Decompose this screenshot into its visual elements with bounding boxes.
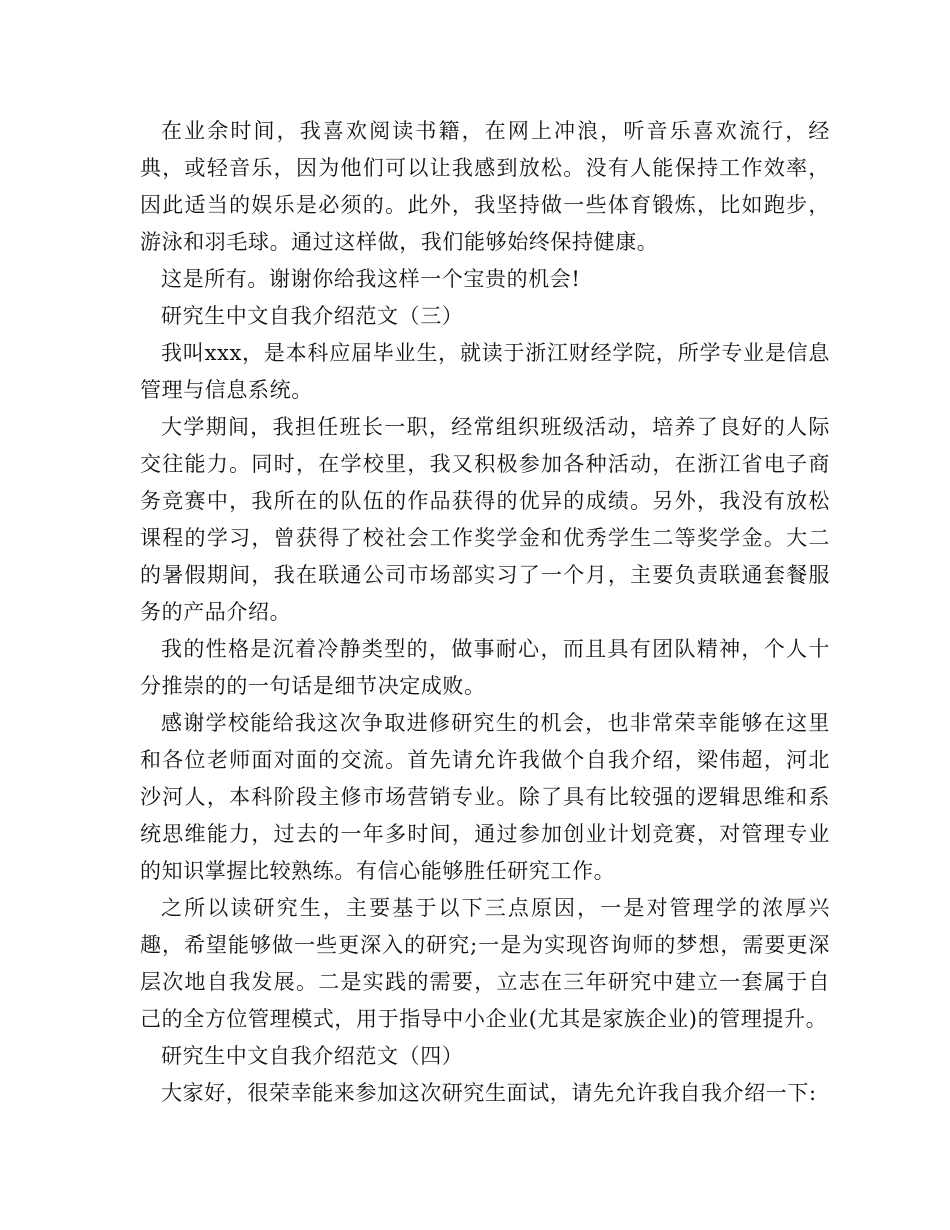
section-heading-3: 研究生中文自我介绍范文（三） [161, 304, 464, 328]
paragraph-greeting: 大家好，很荣幸能来参加这次研究生面试，请先允许我自我介绍一下: [161, 1081, 817, 1105]
paragraph-thanks: 这是所有。谢谢你给我这样一个宝贵的机会! [161, 267, 581, 291]
document-body [140, 113, 830, 1112]
paragraph-university-experience: 大学期间，我担任班长一职，经常组织班级活动，培养了良好的人际交往能力。同时，在学校里，我又积极参加各种活动，在浙江省电子商务竞赛中，我所在的队伍的作品获得的优异的成绩。另外，我没有放松课程的学习，曾获得了校社会工作奖学金和优秀学生二等奖学金。大二的暑假期间，我在联通公司市场部实习了一个月，主要负责联通套餐服务的产品介绍。 [140, 415, 830, 624]
section-heading-4: 研究生中文自我介绍范文（四） [161, 1044, 464, 1068]
paragraph-name-school: 我叫xxx，是本科应届毕业生，就读于浙江财经学院，所学专业是信息管理与信息系统。 [140, 341, 830, 402]
paragraph-personality: 我的性格是沉着冷静类型的，做事耐心，而且具有团队精神，个人十分推崇的的一句话是细节决定成败。 [140, 637, 830, 698]
paragraph-reasons: 之所以读研究生，主要基于以下三点原因，一是对管理学的浓厚兴趣，希望能够做一些更深入的研究;一是为实现咨询师的梦想，需要更深层次地自我发展。二是实践的需要，立志在三年研究中建立一套属于自己的全方位管理模式，用于指导中小企业(尤其是家族企业)的管理提升。 [140, 896, 830, 1031]
paragraph-self-intro: 感谢学校能给我这次争取进修研究生的机会，也非常荣幸能够在这里和各位老师面对面的交流。首先请允许我做个自我介绍，梁伟超，河北沙河人，本科阶段主修市场营销专业。除了具有比较强的逻辑思维和系统思维能力，过去的一年多时间，通过参加创业计划竞赛，对管理专业的知识掌握比较熟练。有信心能够胜任研究工作。 [140, 711, 830, 883]
paragraph-hobbies: 在业余时间，我喜欢阅读书籍，在网上冲浪，听音乐喜欢流行，经典，或轻音乐，因为他们可以让我感到放松。没有人能保持工作效率，因此适当的娱乐是必须的。此外，我坚持做一些体育锻炼，比如跑步，游泳和羽毛球。通过这样做，我们能够始终保持健康。 [140, 119, 830, 254]
